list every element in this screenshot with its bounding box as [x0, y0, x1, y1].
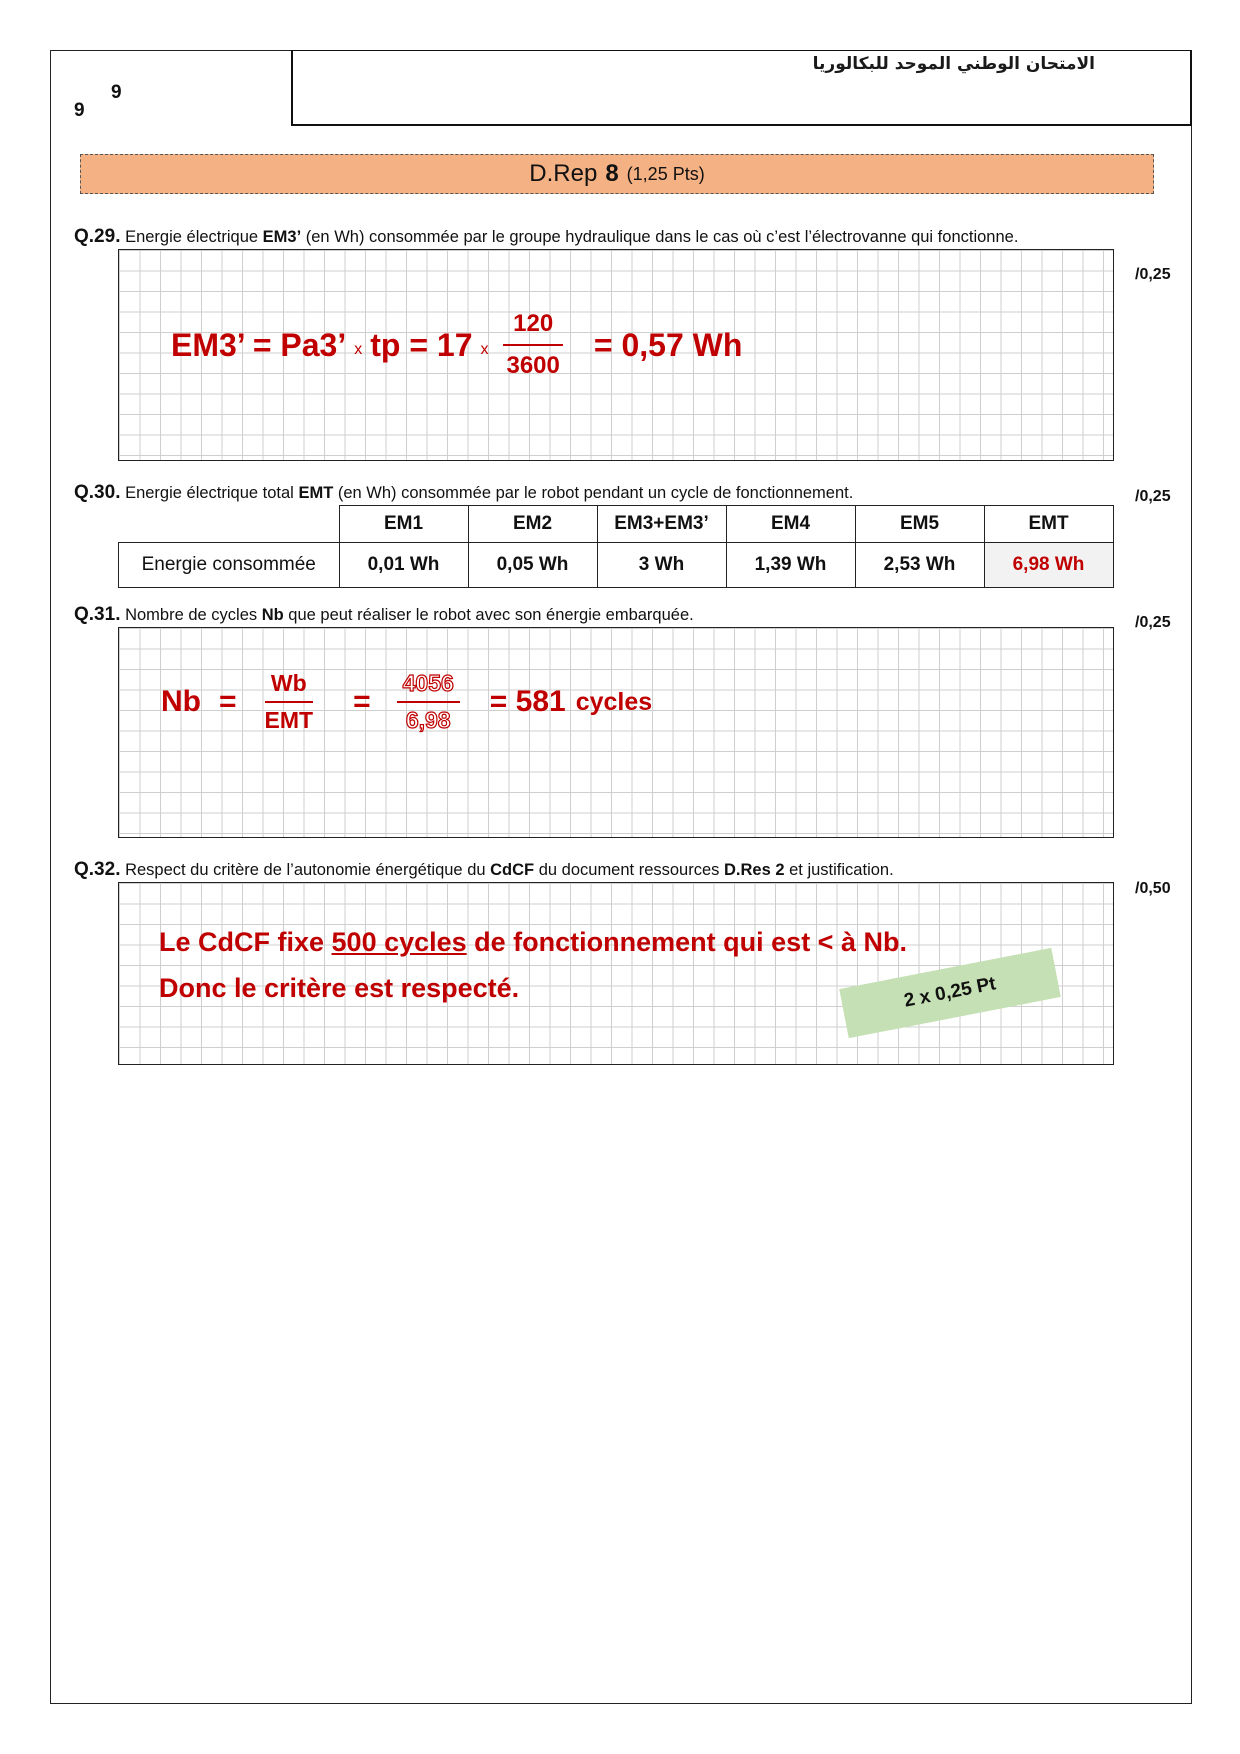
- answer-text: de fonctionnement qui est < à Nb.: [466, 927, 907, 957]
- question-text: et justification.: [784, 861, 894, 879]
- question-32: [74, 859, 894, 881]
- answer-line-1: [159, 919, 907, 965]
- col-header: EMT: [984, 506, 1113, 543]
- answer-formula-q29: [171, 310, 742, 380]
- table-cell: 1,39 Wh: [726, 542, 855, 587]
- question-keyword: Nb: [261, 606, 284, 624]
- col-header: EM1: [339, 506, 468, 543]
- table-corner: [119, 506, 340, 543]
- question-keyword: EM3’: [262, 228, 302, 246]
- question-number: Q.32.: [74, 859, 121, 880]
- times-sign: x: [354, 341, 363, 358]
- score-q31: /0,25: [1135, 614, 1171, 631]
- answer-text-q32: [159, 919, 907, 1011]
- score-q32: /0,50: [1135, 880, 1171, 897]
- question-29: [74, 226, 1018, 248]
- table-cell: 2,53 Wh: [855, 542, 984, 587]
- fraction-numerator: Wb: [265, 670, 313, 703]
- times-sign: x: [480, 341, 489, 358]
- question-text: Respect du critère de l’autonomie énergétique du: [120, 861, 491, 879]
- fraction-denominator: EMT: [264, 707, 314, 733]
- answer-box-q31: [118, 627, 1114, 838]
- table-cell-total: 6,98 Wh: [984, 542, 1113, 587]
- question-text: (en Wh) consommée par le groupe hydraulique dans le cas où c’est l’électrovanne qui fonctionne.: [301, 228, 1019, 246]
- col-header: EM4: [726, 506, 855, 543]
- score-q30: /0,25: [1135, 488, 1171, 505]
- row-label: Energie consommée: [119, 542, 340, 587]
- question-text: Energie électrique total: [120, 484, 299, 502]
- question-text: Energie électrique: [120, 228, 263, 246]
- question-31: [74, 604, 694, 626]
- fraction: [496, 310, 569, 380]
- energy-table-wrap: [118, 505, 1114, 588]
- score-q29: /0,25: [1135, 266, 1171, 283]
- page-number: 9: [111, 82, 122, 103]
- fraction: [259, 670, 320, 734]
- col-header: EM2: [468, 506, 597, 543]
- energy-table: [118, 505, 1114, 588]
- formula-result: = 0,57 Wh: [593, 326, 743, 363]
- banner-label: D.Rep: [529, 160, 598, 187]
- answer-underlined: 500 cycles: [331, 927, 467, 957]
- question-keyword: CdCF: [490, 861, 535, 879]
- fraction: [397, 670, 460, 734]
- equals-sign: =: [353, 685, 371, 718]
- formula-lhs: Nb: [161, 685, 201, 718]
- question-30: [74, 482, 853, 504]
- answer-line-2: Donc le critère est respecté.: [159, 973, 520, 1003]
- question-number: Q.29.: [74, 226, 121, 247]
- formula-mid: tp = 17: [370, 326, 473, 363]
- banner-number: 8: [605, 160, 619, 187]
- equals-sign: =: [219, 685, 237, 718]
- question-text: du document ressources: [534, 861, 724, 879]
- banner-points: (1,25 Pts): [626, 163, 705, 184]
- question-text: Nombre de cycles: [120, 606, 262, 624]
- question-keyword: EMT: [298, 484, 334, 502]
- fraction-denominator: 6,98: [405, 707, 451, 733]
- answer-formula-q31: [161, 670, 652, 734]
- grading-stamp: 2 x 0,25 Pt: [839, 948, 1061, 1038]
- formula-result: = 581: [489, 685, 566, 718]
- table-cell: 0,01 Wh: [339, 542, 468, 587]
- fraction-denominator: 3600: [506, 352, 560, 379]
- fraction-numerator: 120: [503, 310, 563, 346]
- section-banner: [80, 154, 1154, 194]
- formula-unit: cycles: [575, 687, 653, 716]
- answer-box-q29: [118, 249, 1114, 461]
- table-cell: 0,05 Wh: [468, 542, 597, 587]
- fraction-numerator: 4056: [397, 670, 460, 703]
- answer-text: Le CdCF fixe: [159, 927, 332, 957]
- question-text: que peut réaliser le robot avec son énergie embarquée.: [283, 606, 694, 624]
- col-header: EM5: [855, 506, 984, 543]
- col-header: EM3+EM3’: [597, 506, 726, 543]
- question-text: (en Wh) consommée par le robot pendant un cycle de fonctionnement.: [333, 484, 854, 502]
- exam-title-arabic: الامتحان الوطني الموحد للبكالوريا: [812, 54, 1095, 74]
- question-number: Q.30.: [74, 482, 121, 503]
- question-keyword: D.Res 2: [724, 861, 785, 879]
- page-number-total: 9: [74, 100, 85, 121]
- formula-lhs: EM3’ = Pa3’: [171, 326, 347, 363]
- table-cell: 3 Wh: [597, 542, 726, 587]
- question-number: Q.31.: [74, 604, 121, 625]
